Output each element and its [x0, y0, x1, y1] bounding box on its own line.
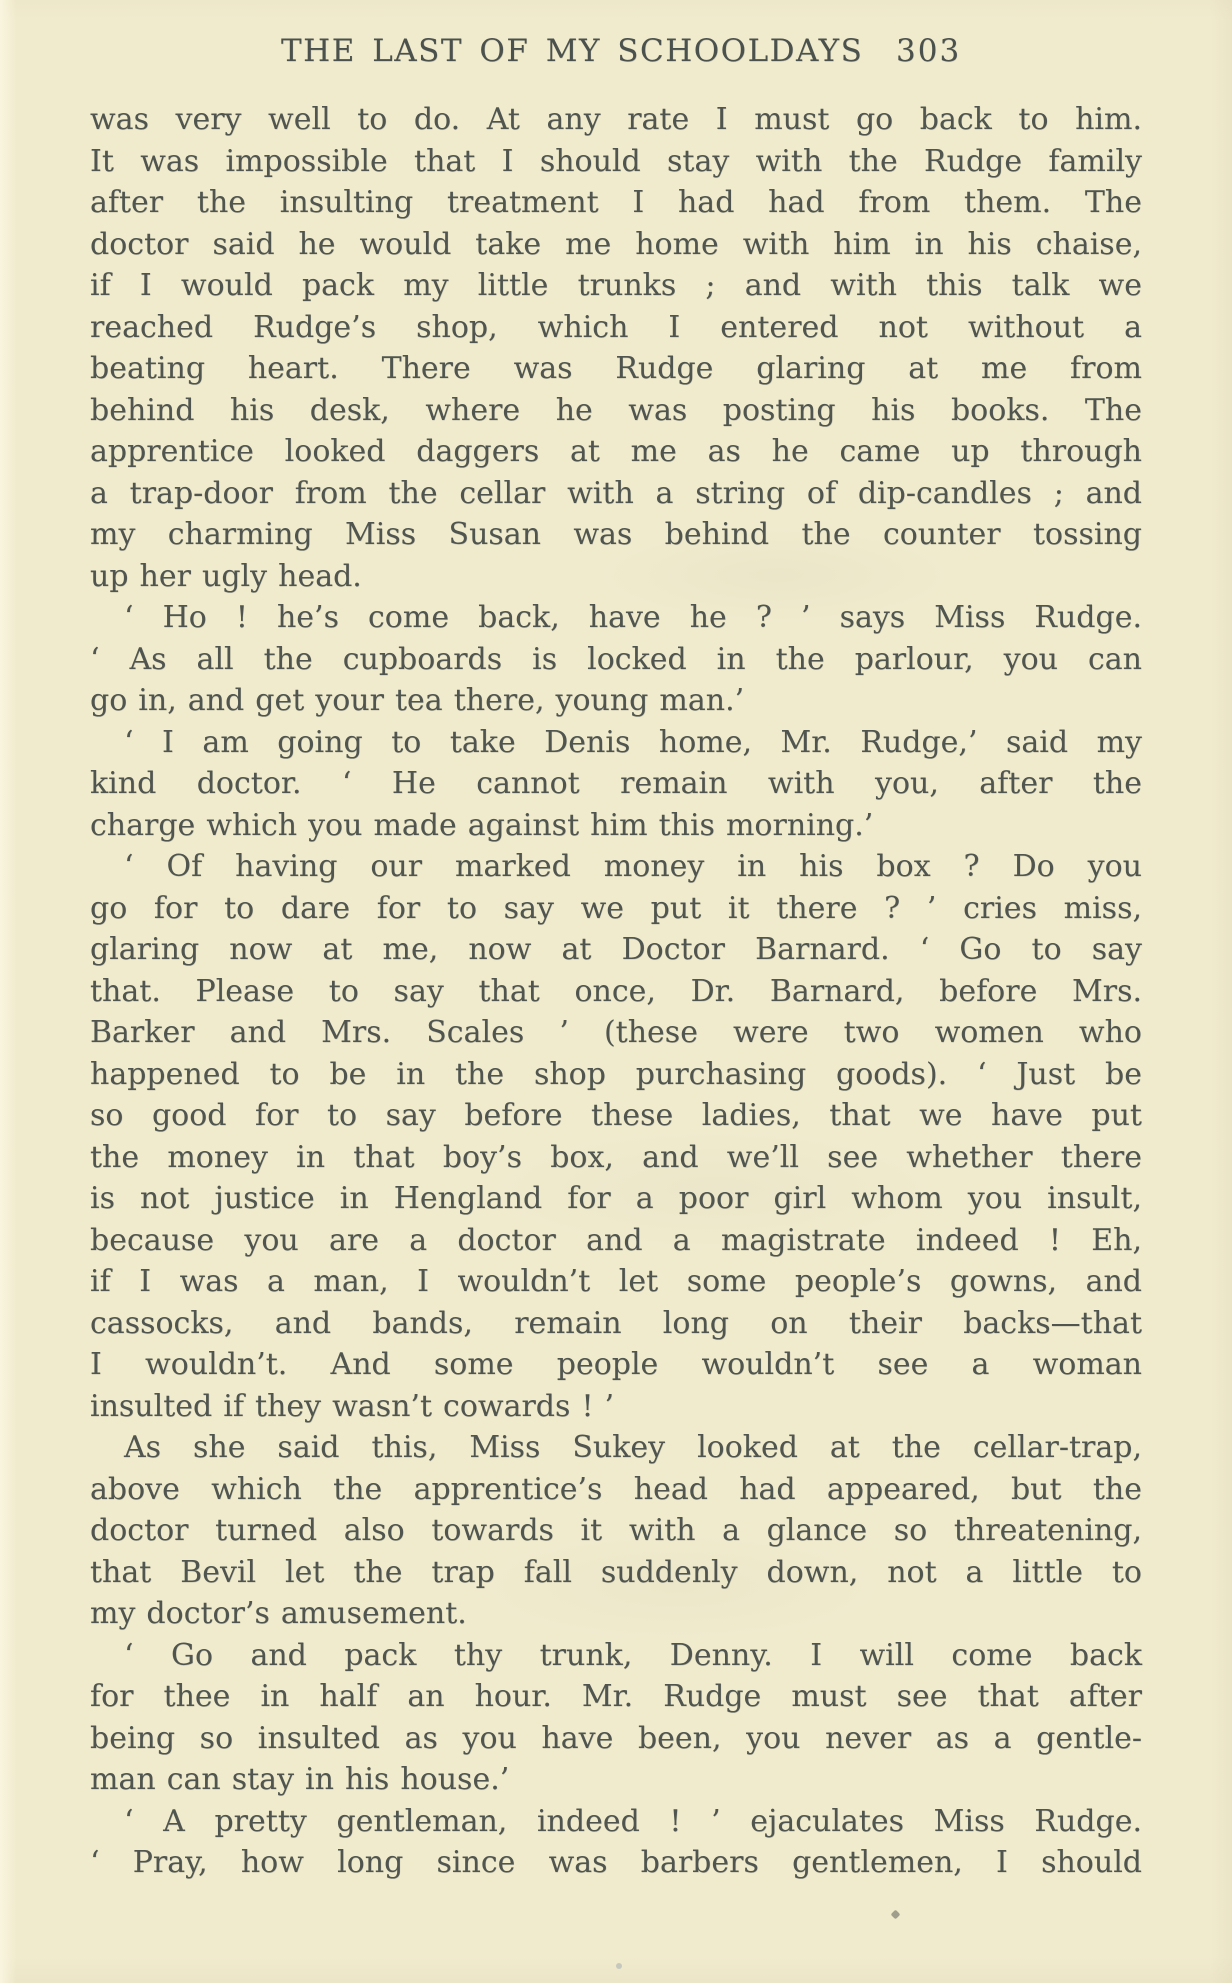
text-line: cassocks, and bands, remain long on their backs—that — [90, 1305, 1142, 1341]
text-line: up her ugly head. — [90, 558, 362, 594]
text-line: kind doctor. ‘ He cannot remain with you, after the — [90, 766, 1142, 801]
text-line: ‘ I am going to take Denis home, Mr. Rudge,’ said my — [124, 724, 1142, 760]
paragraph — [90, 722, 1142, 847]
text-line: after the insulting treatment I had had from them. The — [90, 185, 1142, 220]
paragraph — [90, 846, 1142, 1427]
text-line: As she said this, Miss Sukey looked at the cellar-trap, — [124, 1430, 1142, 1465]
text-line: that Bevil let the trap fall suddenly down, not a little to — [90, 1554, 1142, 1590]
text-line: doctor turned also towards it with a glance so threatening, — [90, 1513, 1142, 1548]
text-line: ‘ Pray, how long since was barbers gentlemen, I should — [90, 1845, 1142, 1880]
text-line: my doctor’s amusement. — [90, 1596, 467, 1631]
text-line: doctor said he would take me home with him in his chaise, — [90, 226, 1142, 262]
text-line: ‘ A pretty gentleman, indeed ! ’ ejaculates Miss Rudge. — [124, 1803, 1142, 1839]
text-line: I wouldn’t. And some people wouldn’t see a woman — [90, 1347, 1142, 1382]
text-line: that. Please to say that once, Dr. Barnard, before Mrs. — [90, 973, 1142, 1009]
text-line: ‘ Of having our marked money in his box ? Do you — [124, 849, 1142, 884]
text-line: go in, and get your tea there, young man.’ — [90, 683, 745, 718]
ink-speck — [891, 1910, 901, 1920]
text-line: Barker and Mrs. Scales ’ (these were two women who — [90, 1015, 1142, 1050]
paragraph — [90, 1801, 1142, 1884]
text-line: apprentice looked daggers at me as he came up through — [90, 434, 1142, 469]
text-line: being so insulted as you have been, you never as a gentle- — [90, 1720, 1142, 1756]
text-line: charge which you made against him this morning.’ — [90, 807, 874, 843]
text-block — [90, 99, 1142, 1884]
text-line: happened to be in the shop purchasing goods). ‘ Just be — [90, 1056, 1142, 1092]
text-line: behind his desk, where he was posting his books. The — [90, 392, 1142, 428]
text-line: was very well to do. At any rate I must go back to him. — [90, 102, 1142, 137]
text-line: go for to dare for to say we put it there ? ’ cries miss, — [90, 890, 1142, 926]
paragraph — [90, 1635, 1142, 1801]
running-head-title: THE LAST OF MY SCHOOLDAYS — [281, 33, 864, 69]
paper-speck — [616, 1963, 622, 1969]
text-line: beating heart. There was Rudge glaring at me from — [90, 351, 1142, 386]
text-line: glaring now at me, now at Doctor Barnard. ‘ Go to say — [90, 932, 1142, 967]
text-line: a trap-door from the cellar with a string of dip-candles ; and — [90, 475, 1142, 511]
text-line: so good for to say before these ladies, that we have put — [90, 1098, 1142, 1133]
text-line: for thee in half an hour. Mr. Rudge must see that after — [90, 1679, 1142, 1714]
text-line: ‘ Ho ! he’s come back, have he ? ’ says Miss Rudge. — [124, 600, 1142, 635]
text-line: because you are a doctor and a magistrate indeed ! Eh, — [90, 1222, 1142, 1258]
text-line: if I was a man, I wouldn’t let some people’s gowns, and — [90, 1264, 1142, 1299]
paragraph — [90, 597, 1142, 722]
paragraph — [90, 99, 1142, 597]
text-line: my charming Miss Susan was behind the counter tossing — [90, 517, 1142, 552]
paragraph — [90, 1427, 1142, 1635]
text-line: is not justice in Hengland for a poor girl whom you insult, — [90, 1181, 1142, 1216]
text-line: ‘ As all the cupboards is locked in the parlour, you can — [90, 641, 1142, 677]
text-line: above which the apprentice’s head had appeared, but the — [90, 1471, 1142, 1507]
text-line: if I would pack my little trunks ; and with this talk we — [90, 268, 1142, 303]
text-line: ‘ Go and pack thy trunk, Denny. I will come back — [124, 1637, 1142, 1673]
page-number: 303 — [896, 33, 962, 69]
text-line: reached Rudge’s shop, which I entered not without a — [90, 309, 1142, 345]
text-line: the money in that boy’s box, and we’ll see whether there — [90, 1139, 1142, 1175]
text-line: man can stay in his house.’ — [90, 1762, 510, 1797]
text-line: It was impossible that I should stay with the Rudge family — [90, 143, 1142, 179]
text-line: insulted if they wasn’t cowards ! ’ — [90, 1388, 615, 1424]
